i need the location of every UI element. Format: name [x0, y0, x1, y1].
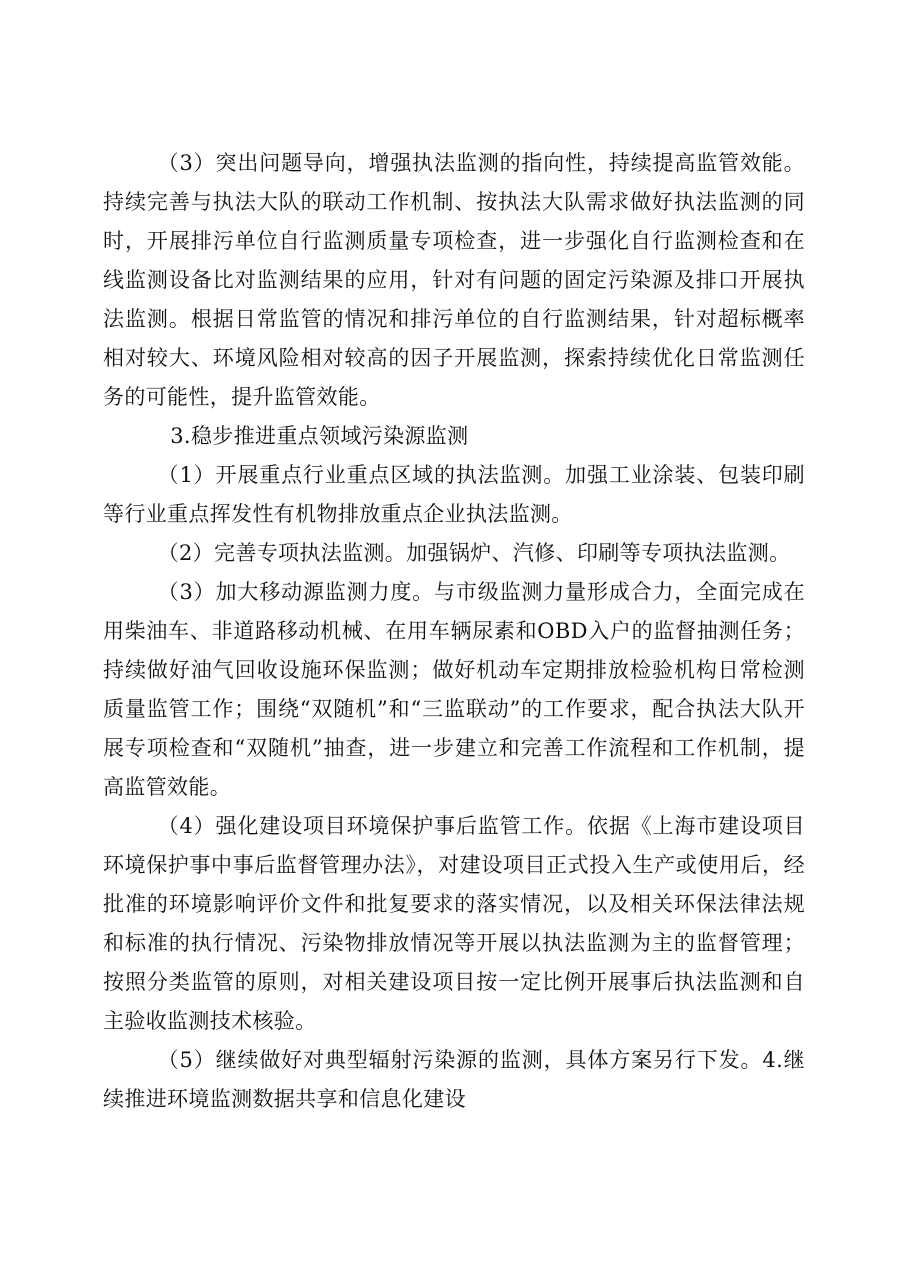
- paragraph-mobile-source: （3）加大移动源监测力度。与市级监测力量形成合力，全面完成在用柴油车、非道路移动机械、在用车辆尿素和OBD入户的监督抽测任务；持续做好油气回收设施环保监测；做好机动车定期排放检验机构日常检测质量监管工作；围绕“双随机”和“三监联动”的工作要求，配合执法大队开展专项检查和“双随机”抽查，进一步建立和完善工作流程和工作机制，提高监管效能。: [103, 580, 805, 799]
- paragraph-special-monitoring: （2）完善专项执法监测。加强锅炉、汽修、印刷等专项执法监测。: [157, 541, 791, 565]
- document-body: [103, 144, 805, 1119]
- paragraph-radiation-sources: （5）继续做好对典型辐射污染源的监测，具体方案另行下发。4.继续推进环境监测数据共享和信息化建设: [103, 1048, 805, 1111]
- paragraph-construction-projects: （4）强化建设项目环境保护事后监管工作。依据《上海市建设项目环境保护事中事后监督管理办法》，对建设项目正式投入生产或使用后，经批准的环境影响评价文件和批复要求的落实情况，以及相关环保法律法规和标准的执行情况、污染物排放情况等开展以执法监测为主的监督管理；按照分类监管的原则，对相关建设项目按一定比例开展事后执法监测和自主验收监测技术核验。: [103, 814, 805, 1033]
- section-heading-3: 3.稳步推进重点领域污染源监测: [170, 424, 469, 448]
- paragraph-enforcement-monitoring: （3）突出问题导向，增强执法监测的指向性，持续提高监管效能。持续完善与执法大队的联动工作机制、按执法大队需求做好执法监测的同时，开展排污单位自行监测质量专项检查，进一步强化自行监测检查和在线监测设备比对监测结果的应用，针对有问题的固定污染源及排口开展执法监测。根据日常监管的情况和排污单位的自行监测结果，针对超标概率相对较大、环境风险相对较高的因子开展监测，探索持续优化日常监测任务的可能性，提升监管效能。: [103, 151, 805, 409]
- paragraph-key-industries: （1）开展重点行业重点区域的执法监测。加强工业涂装、包装印刷等行业重点挥发性有机物排放重点企业执法监测。: [103, 463, 805, 526]
